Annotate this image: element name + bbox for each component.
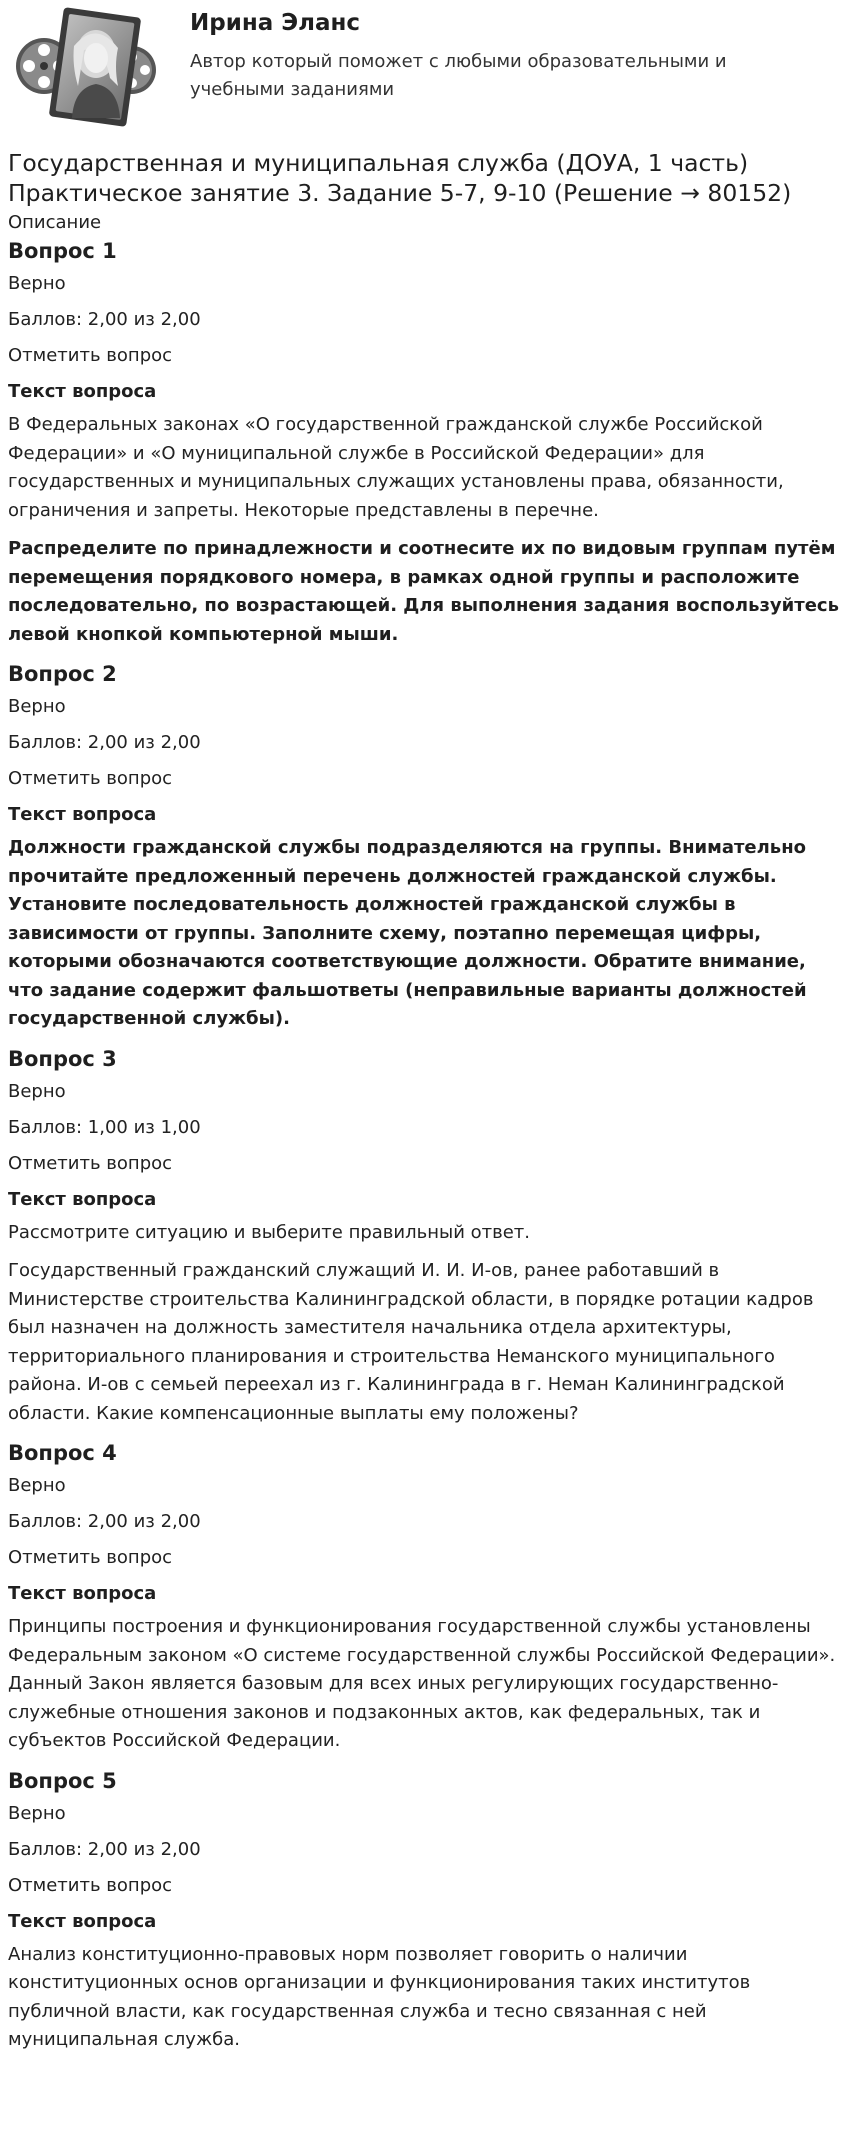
document-title-line-1: Государственная и муниципальная служба (ДОУА, 1 часть)	[8, 149, 749, 177]
question-status: Верно	[8, 696, 66, 717]
question-score: Баллов: 2,00 из 2,00	[8, 732, 201, 753]
question-score: Баллов: 2,00 из 2,00	[8, 1511, 201, 1532]
question-title: Вопрос 4	[8, 1441, 117, 1465]
question-title: Вопрос 1	[8, 239, 117, 263]
question-score: Баллов: 2,00 из 2,00	[8, 309, 201, 330]
question-text-label: Текст вопроса	[8, 1583, 157, 1604]
question-paragraph: Рассмотрите ситуацию и выберите правильный ответ.	[8, 1221, 530, 1243]
question-title: Вопрос 3	[8, 1046, 117, 1071]
question-2	[8, 659, 839, 1034]
question-5	[8, 1766, 839, 2055]
flag-question-link[interactable]: Отметить вопрос	[8, 1547, 173, 1568]
question-1	[8, 236, 839, 649]
author-header	[8, 0, 839, 142]
question-3	[8, 1044, 839, 1429]
film-reel-avatar-icon	[14, 6, 158, 128]
question-paragraph: Принципы построения и функционирования государственной службы установлены Федеральным законом «О системе государственной службы Российской Федерации». Данный Закон является базовым для всех иных регулирующих государственно-служебные отношения законов и подзаконных актов, как федеральных, так и субъектов Российской Федерации.	[8, 1616, 836, 1751]
question-text-label: Текст вопроса	[8, 804, 157, 825]
question-text-label: Текст вопроса	[8, 1188, 157, 1210]
question-status: Верно	[8, 1080, 66, 1102]
question-text-label: Текст вопроса	[8, 1910, 157, 1932]
question-status: Верно	[8, 273, 66, 294]
document-title	[8, 148, 839, 208]
question-instruction: Должности гражданской службы подразделяются на группы. Внимательно прочитайте предложенный перечень должностей гражданской службы. Установите последовательность должностей гражданской службы в зависимости от группы. Заполните схему, поэтапно перемещая цифры, которыми обозначаются соответствующие должности. Обратите внимание, что задание содержит фальшответы (неправильные варианты должностей государственной службы).	[8, 837, 807, 1029]
flag-question-link[interactable]: Отметить вопрос	[8, 768, 173, 789]
question-paragraph: Государственный гражданский служащий И. И. И-ов, ранее работавший в Министерстве строительства Калининградской области, в порядке ротации кадров был назначен на должность заместителя начальника отдела архитектуры, территориального планирования и строительства Неманского муниципального района. И-ов с семьей переехал из г. Калининграда в г. Неман Калининградской области. Какие компенсационные выплаты ему положены?	[8, 1260, 814, 1424]
question-paragraph: В Федеральных законах «О государственной гражданской службе Российской Федерации» и «О муниципальной службе в Российской Федерации» для государственных и муниципальных служащих установлены права, обязанности, ограничения и запреты. Некоторые представлены в перечне.	[8, 414, 784, 521]
question-score: Баллов: 2,00 из 2,00	[8, 1838, 201, 1860]
author-avatar	[14, 6, 158, 128]
flag-question-link[interactable]: Отметить вопрос	[8, 1152, 173, 1174]
question-status: Верно	[8, 1475, 66, 1496]
question-4	[8, 1438, 839, 1756]
author-name[interactable]: Ирина Эланс	[190, 10, 361, 36]
question-title: Вопрос 2	[8, 662, 117, 686]
author-description: Автор который поможет с любыми образовательными и учебными заданиями	[190, 51, 727, 100]
document-title-line-2: Практическое занятие 3. Задание 5-7, 9-10 (Решение → 80152)	[8, 179, 792, 207]
description-label: Описание	[8, 212, 102, 233]
question-instruction: Распределите по принадлежности и соотнесите их по видовым группам путём перемещения порядкового номера, в рамках одной группы и расположите последовательно, по возрастающей. Для выполнения задания воспользуйтесь левой кнопкой компьютерной мыши.	[8, 538, 839, 645]
question-paragraph: Анализ конституционно-правовых норм позволяет говорить о наличии конституционных основ организации и функционирования таких институтов публичной власти, как государственная служба и тесно связанная с ней муниципальная служба.	[8, 1943, 751, 2050]
question-score: Баллов: 1,00 из 1,00	[8, 1116, 201, 1138]
question-status: Верно	[8, 1802, 66, 1824]
flag-question-link[interactable]: Отметить вопрос	[8, 1874, 173, 1896]
question-title: Вопрос 5	[8, 1768, 117, 1793]
flag-question-link[interactable]: Отметить вопрос	[8, 345, 173, 366]
question-text-label: Текст вопроса	[8, 381, 157, 402]
